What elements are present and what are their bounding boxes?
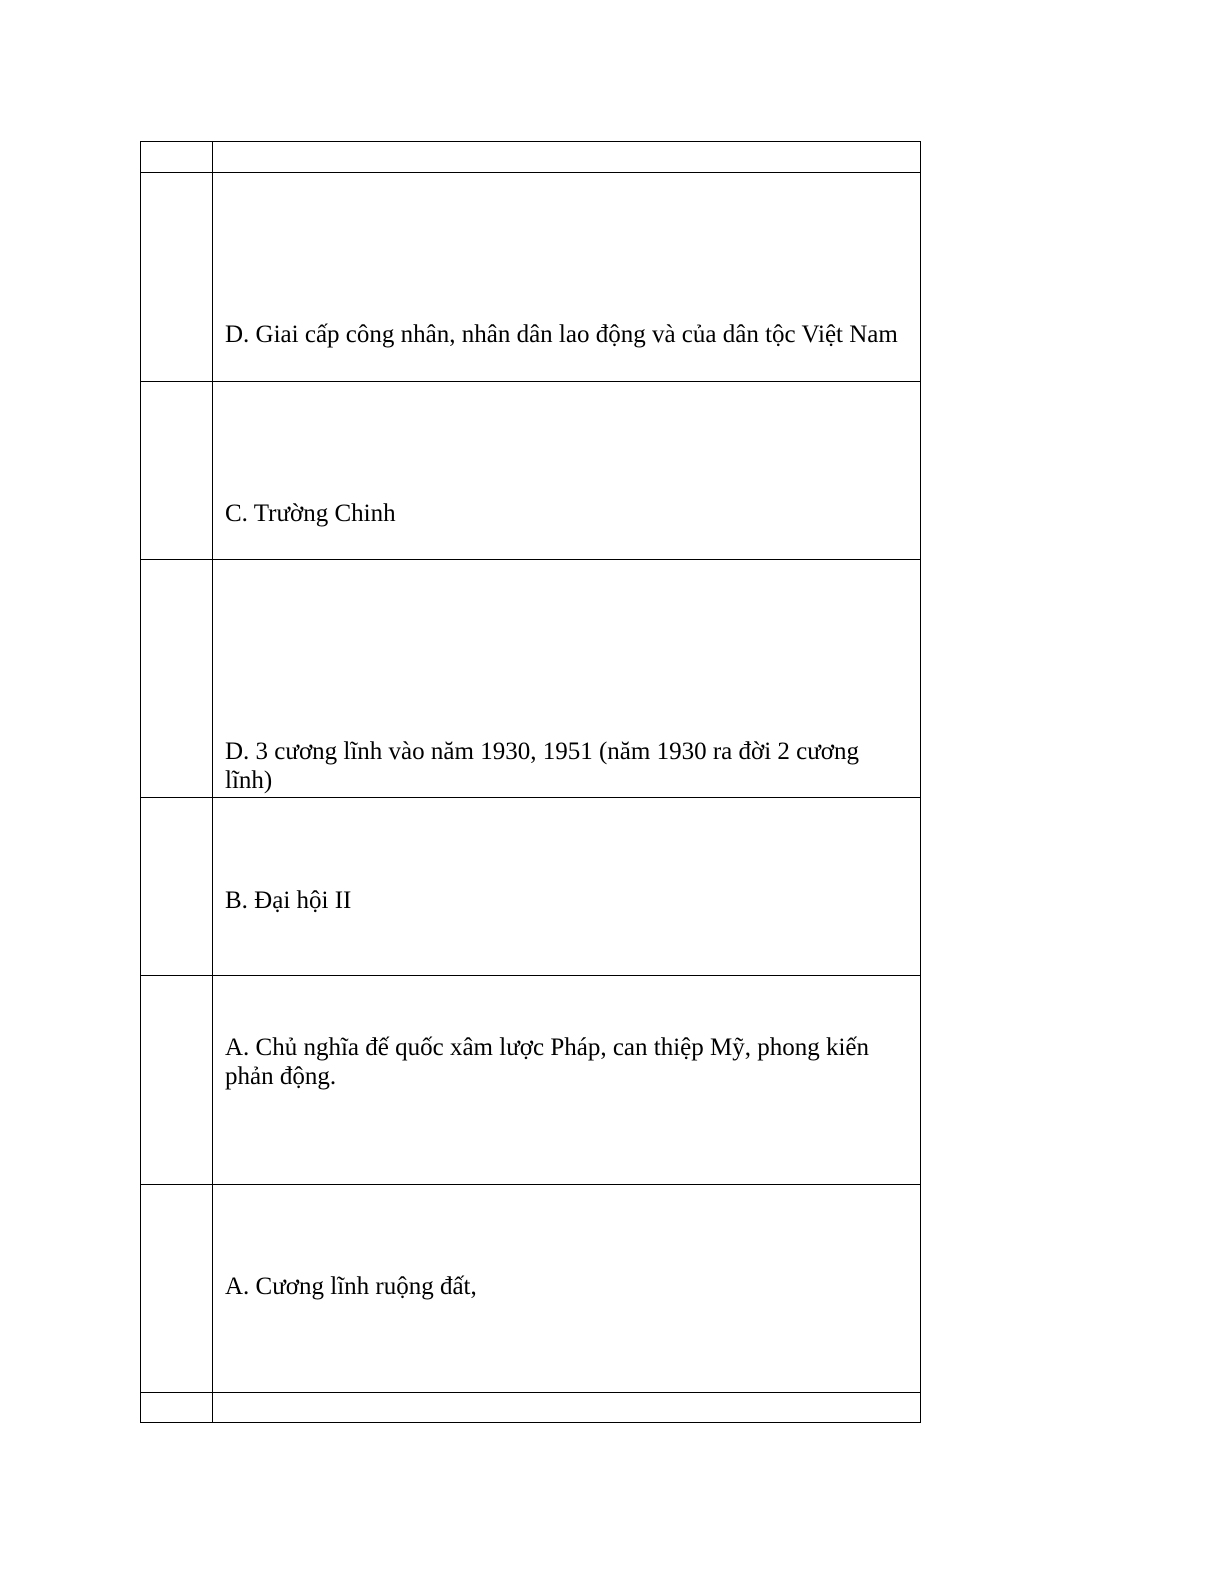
answer-text: B. Đại hội II — [225, 887, 352, 914]
number-cell — [141, 1185, 213, 1393]
number-cell — [141, 798, 213, 976]
answer-text: A. Chủ nghĩa đế quốc xâm lược Pháp, can thiệp Mỹ, phong kiến phản động. — [225, 1034, 870, 1090]
answer-text: A. Cương lĩnh ruộng đất, — [225, 1273, 477, 1300]
answer-table — [140, 141, 921, 1423]
answer-cell — [213, 560, 921, 798]
answer-cell — [213, 798, 921, 976]
table-row — [141, 142, 921, 173]
answer-cell — [213, 976, 921, 1185]
answer-cell — [213, 1393, 921, 1423]
answer-cell — [213, 142, 921, 173]
answer-cell — [213, 173, 921, 382]
table-row — [141, 976, 921, 1185]
table-row — [141, 1393, 921, 1423]
table-row — [141, 382, 921, 560]
number-cell — [141, 142, 213, 173]
number-cell — [141, 560, 213, 798]
number-cell — [141, 382, 213, 560]
answer-cell — [213, 1185, 921, 1393]
table-row — [141, 173, 921, 382]
answer-cell — [213, 382, 921, 560]
number-cell — [141, 976, 213, 1185]
answer-text: C. Trường Chinh — [225, 500, 396, 527]
number-cell — [141, 1393, 213, 1423]
number-cell — [141, 173, 213, 382]
table-row — [141, 560, 921, 798]
table-row — [141, 798, 921, 976]
answer-text: D. Giai cấp công nhân, nhân dân lao động và của dân tộc Việt Nam — [225, 321, 898, 348]
answer-text: D. 3 cương lĩnh vào năm 1930, 1951 (năm 1930 ra đời 2 cương lĩnh) — [225, 738, 860, 794]
table-row — [141, 1185, 921, 1393]
